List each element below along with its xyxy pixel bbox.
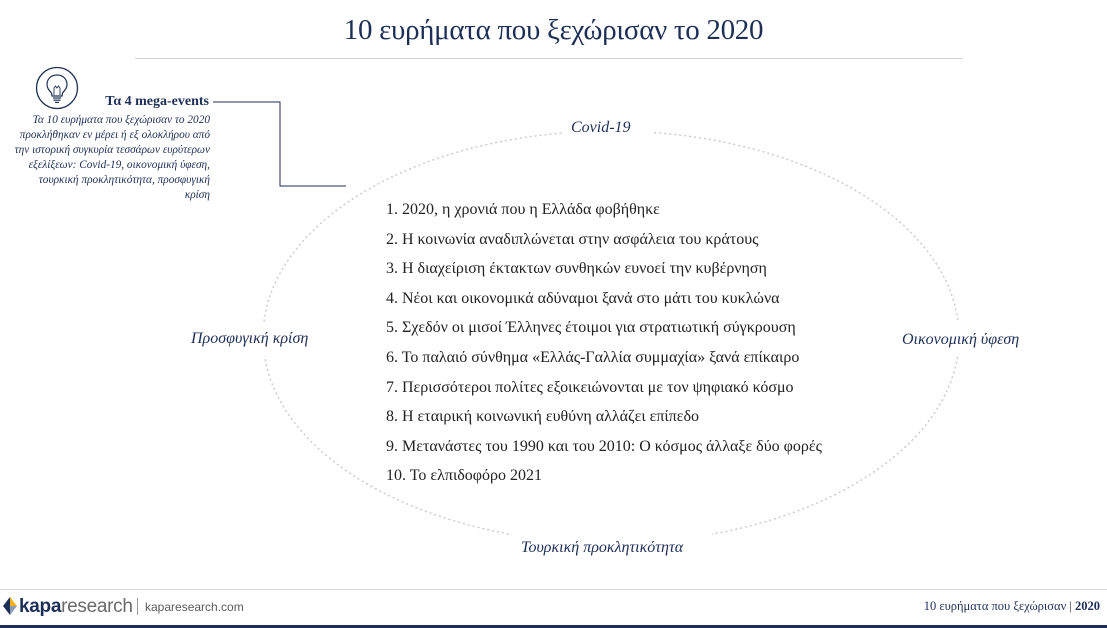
event-label-turkish-provocation: Τουρκική προκλητικότητα (521, 539, 684, 556)
footer-divider (0, 589, 1107, 590)
finding-item: 6. Το παλαιό σύνθημα «Ελλάς-Γαλλία συμμαχία» ξανά επίκαιρο (386, 348, 800, 366)
finding-item: 10. Το ελπιδοφόρο 2021 (386, 467, 542, 485)
website-link[interactable]: kaparesearch.com (145, 600, 244, 614)
mega-events-heading: Τα 4 mega-events (105, 94, 209, 109)
findings-list (386, 195, 822, 491)
finding-item: 9. Μετανάστες του 1990 και του 2010: Ο κόσμος άλλαξε δύο φορές (386, 437, 822, 455)
finding-item: 1. 2020, η χρονιά που η Ελλάδα φοβήθηκε (386, 201, 660, 218)
logo-light-text: research (61, 596, 133, 617)
footer-separator: | (1069, 599, 1072, 613)
footer-report-title (924, 599, 1100, 614)
page-title: 10 ευρήματα που ξεχώρισαν το 2020 (343, 14, 764, 46)
finding-item: 4. Νέοι και οικονομικά αδύναμοι ξανά στο μάτι του κυκλώνα (386, 289, 780, 307)
mega-events-description: Τα 10 ευρήματα που ξεχώρισαν το 2020 προκλήθηκαν εν μέρει ή εξ ολοκλήρου από την ιστορική συγκυρία τεσσάρων ευρύτερων εξελίξεων: Covid-19, οικονομική ύφεση, τουρκική προκλητικότητα, προσφυγική κρίση (14, 114, 210, 201)
kapa-logo-mark-icon (3, 597, 17, 615)
finding-item: 7. Περισσότεροι πολίτες εξοικειώνονται με τον ψηφιακό κόσμο (386, 378, 794, 396)
footer-title-text: 10 ευρήματα που ξεχώρισαν (923, 599, 1067, 613)
event-label-covid: Covid-19 (571, 119, 631, 136)
finding-item: 3. Η διαχείριση έκτακτων συνθηκών ευνοεί την κυβέρνηση (386, 260, 767, 278)
finding-item: 5. Σχεδόν οι μισοί Έλληνες έτοιμοι για στρατιωτική σύγκρουση (386, 319, 796, 337)
lightbulb-icon (35, 66, 79, 110)
finding-item: 8. Η εταιρική κοινωνική ευθύνη αλλάζει επίπεδο (386, 408, 700, 426)
event-label-recession: Οικονομική ύφεση (902, 331, 1020, 348)
finding-item: 2. Η κοινωνία αναδιπλώνεται στην ασφάλεια του κράτους (386, 230, 759, 248)
kapa-research-logo (19, 596, 133, 618)
footer-year: 2020 (1075, 599, 1100, 613)
event-label-refugee-crisis: Προσφυγική κρίση (191, 330, 309, 347)
logo-bold-text: kapa (19, 596, 62, 617)
logo-separator (137, 598, 138, 615)
